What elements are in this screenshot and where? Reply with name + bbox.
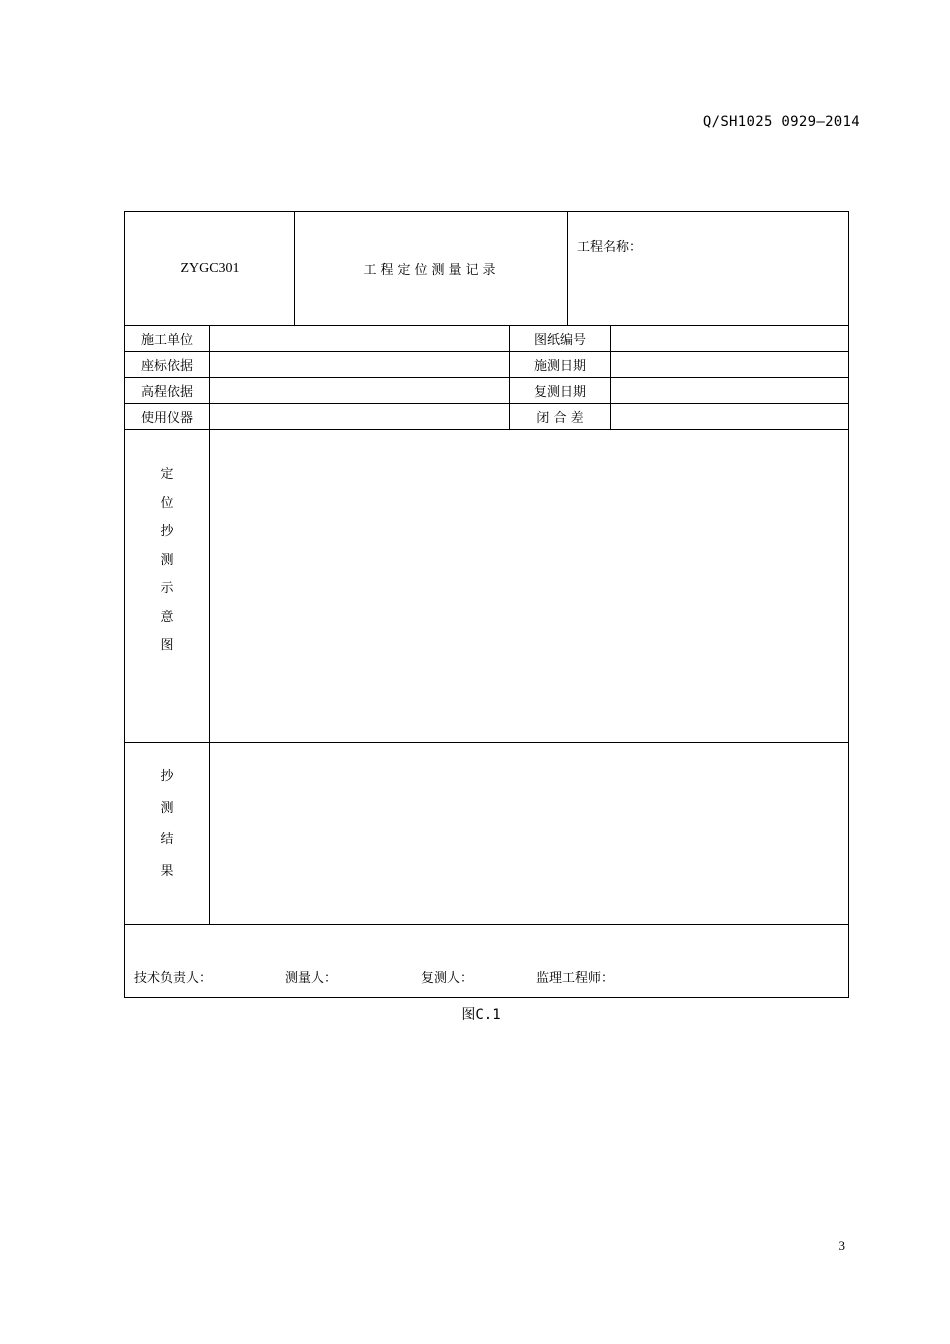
diagram-section-label: [125, 430, 209, 742]
tech-lead-label: 技术负责人：: [134, 971, 213, 986]
diagram-area[interactable]: [210, 430, 849, 742]
row-label-instrument: 使用仪器: [140, 411, 193, 426]
result-area[interactable]: [210, 743, 849, 925]
form-code: ZYGC301: [180, 260, 240, 276]
divider: [125, 377, 849, 378]
surveyor-label: 测量人：: [285, 971, 338, 986]
project-name-label: [568, 212, 849, 325]
divider: [125, 325, 849, 326]
row-label-coordinate-basis: 座标依据: [140, 359, 193, 374]
figure-caption: 图C.1: [461, 1007, 501, 1023]
survey-record-form: [124, 211, 849, 998]
label-char: 果: [160, 863, 174, 879]
divider: [125, 351, 849, 352]
supervisor-label: 监理工程师：: [536, 971, 615, 986]
label-char: 结: [160, 832, 174, 847]
row-label-elevation-basis: 高程依据: [140, 385, 193, 400]
page-number: 3: [838, 1238, 845, 1253]
label-char: 意: [160, 609, 174, 625]
label-char: 示: [160, 581, 174, 597]
label-char: 位: [160, 495, 174, 511]
project-name-label-text: 工程名称：: [577, 240, 643, 255]
row-label-drawing-number: 图纸编号: [533, 333, 586, 348]
label-char: 抄: [160, 769, 174, 784]
form-title: 工程定位测量记录: [363, 263, 500, 278]
resurveyor-label: 复测人：: [421, 971, 474, 986]
label-char: 抄: [160, 524, 174, 540]
signature-row: [125, 925, 849, 998]
row-label-survey-date: 施测日期: [533, 359, 586, 374]
row-label-construction-unit: 施工单位: [140, 333, 193, 348]
divider: [509, 325, 510, 429]
label-char: 测: [160, 552, 174, 568]
divider: [610, 325, 611, 429]
label-char: 定: [160, 467, 174, 483]
label-char: 图: [160, 638, 174, 654]
result-section-label: [125, 743, 209, 925]
row-label-closure-error: 闭 合 差: [536, 411, 584, 426]
label-char: 测: [160, 800, 174, 816]
divider: [125, 403, 849, 404]
standard-code: Q/SH1025 0929—2014: [702, 114, 860, 130]
row-label-resurvey-date: 复测日期: [533, 385, 586, 400]
